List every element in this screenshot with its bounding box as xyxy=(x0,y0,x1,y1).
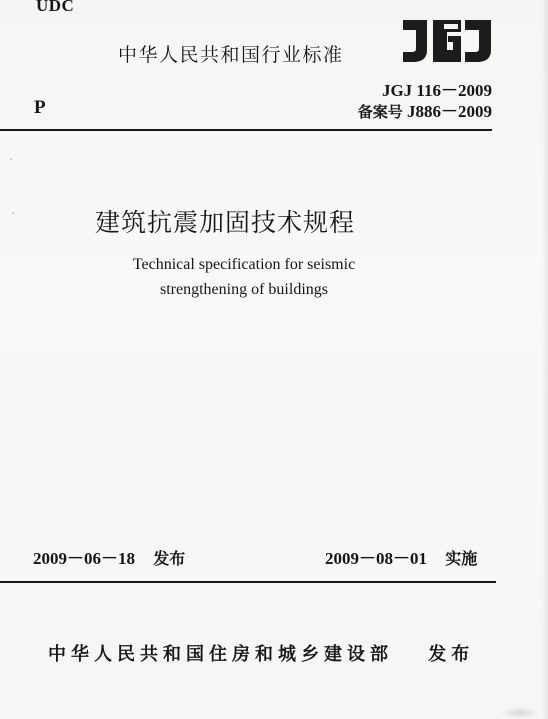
jgj-logo xyxy=(399,16,495,64)
record-number-line xyxy=(358,101,492,123)
udc-label: UDC xyxy=(36,0,75,15)
issue-date-block xyxy=(33,544,185,569)
issue-word: 发布 xyxy=(153,549,186,568)
scan-speck xyxy=(12,212,14,214)
implement-date: 2009－08－01 xyxy=(325,549,427,568)
scan-speck xyxy=(10,158,12,160)
title-english xyxy=(104,252,384,302)
record-number: J886－2009 xyxy=(407,102,492,121)
standard-number: JGJ 116－2009 xyxy=(381,81,492,100)
publisher-block xyxy=(48,640,474,666)
publisher-name: 中华人民共和国住房和城乡建设部 xyxy=(48,644,393,665)
scan-artifact xyxy=(500,707,540,719)
header-divider xyxy=(0,129,492,131)
record-label: 备案号 xyxy=(357,103,403,121)
standard-category: 中华人民共和国行业标准 xyxy=(118,44,344,66)
implement-word: 实施 xyxy=(445,549,478,568)
standard-number-block xyxy=(358,80,492,123)
title-english-line-2: strengthening of buildings xyxy=(160,281,328,298)
title-english-line-1: Technical specification for seismic xyxy=(132,256,356,273)
title-chinese: 建筑抗震加固技术规程 xyxy=(95,208,356,237)
publish-word: 发布 xyxy=(428,644,475,665)
page-edge-shadow xyxy=(542,0,548,719)
classification-code: P xyxy=(34,97,46,118)
issue-date: 2009－06－18 xyxy=(33,549,135,568)
footer-divider xyxy=(0,581,496,583)
implement-date-block xyxy=(325,544,477,569)
